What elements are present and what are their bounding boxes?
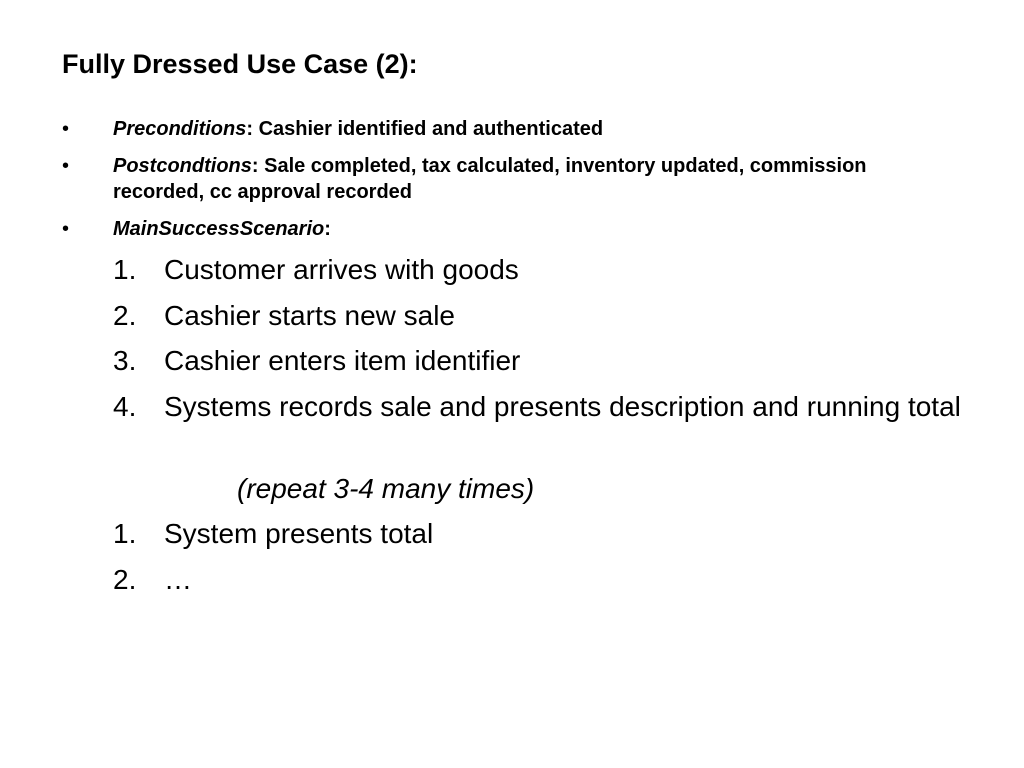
step-text: Systems records sale and presents description and running total xyxy=(164,391,961,422)
bullet-body: : Sale completed, tax calculated, inventory updated, commission recorded, cc approval recorded xyxy=(113,155,867,203)
repeat-note: (repeat 3-4 many times) xyxy=(237,473,535,504)
bullet-term: MainSuccessScenario xyxy=(113,218,325,240)
step-text: System presents total xyxy=(164,518,434,549)
step-text: Cashier starts new sale xyxy=(164,300,456,331)
step-item xyxy=(113,298,973,333)
step-number: 2. xyxy=(113,300,137,331)
bullet-main-success-scenario xyxy=(62,216,962,242)
bullet-marker: • xyxy=(62,155,70,177)
bullet-body: : xyxy=(324,218,331,240)
step-item xyxy=(113,389,973,424)
bullet-body: : Cashier identified and authenticated xyxy=(246,118,604,140)
step-item xyxy=(113,343,973,378)
step-text: … xyxy=(164,564,192,595)
step-item xyxy=(113,516,973,551)
bullet-marker: • xyxy=(62,118,70,140)
bullet-text xyxy=(113,153,962,205)
step-number: 2. xyxy=(113,564,137,595)
step-number: 1. xyxy=(113,254,137,285)
step-text: Customer arrives with goods xyxy=(164,254,519,285)
step-number: 1. xyxy=(113,518,137,549)
bullet-preconditions xyxy=(62,116,962,142)
bullet-term: Preconditions xyxy=(113,118,247,140)
step-number: 3. xyxy=(113,345,137,376)
step-text: Cashier enters item identifier xyxy=(164,345,521,376)
step-number: 4. xyxy=(113,391,137,422)
bullet-text xyxy=(113,116,962,142)
bullet-postconditions xyxy=(62,153,962,205)
step-item xyxy=(113,562,973,597)
slide-title: Fully Dressed Use Case (2): xyxy=(62,49,418,79)
step-item xyxy=(113,252,973,287)
bullet-text xyxy=(113,216,962,242)
bullet-marker: • xyxy=(62,218,70,240)
bullet-term: Postcondtions xyxy=(113,155,252,177)
